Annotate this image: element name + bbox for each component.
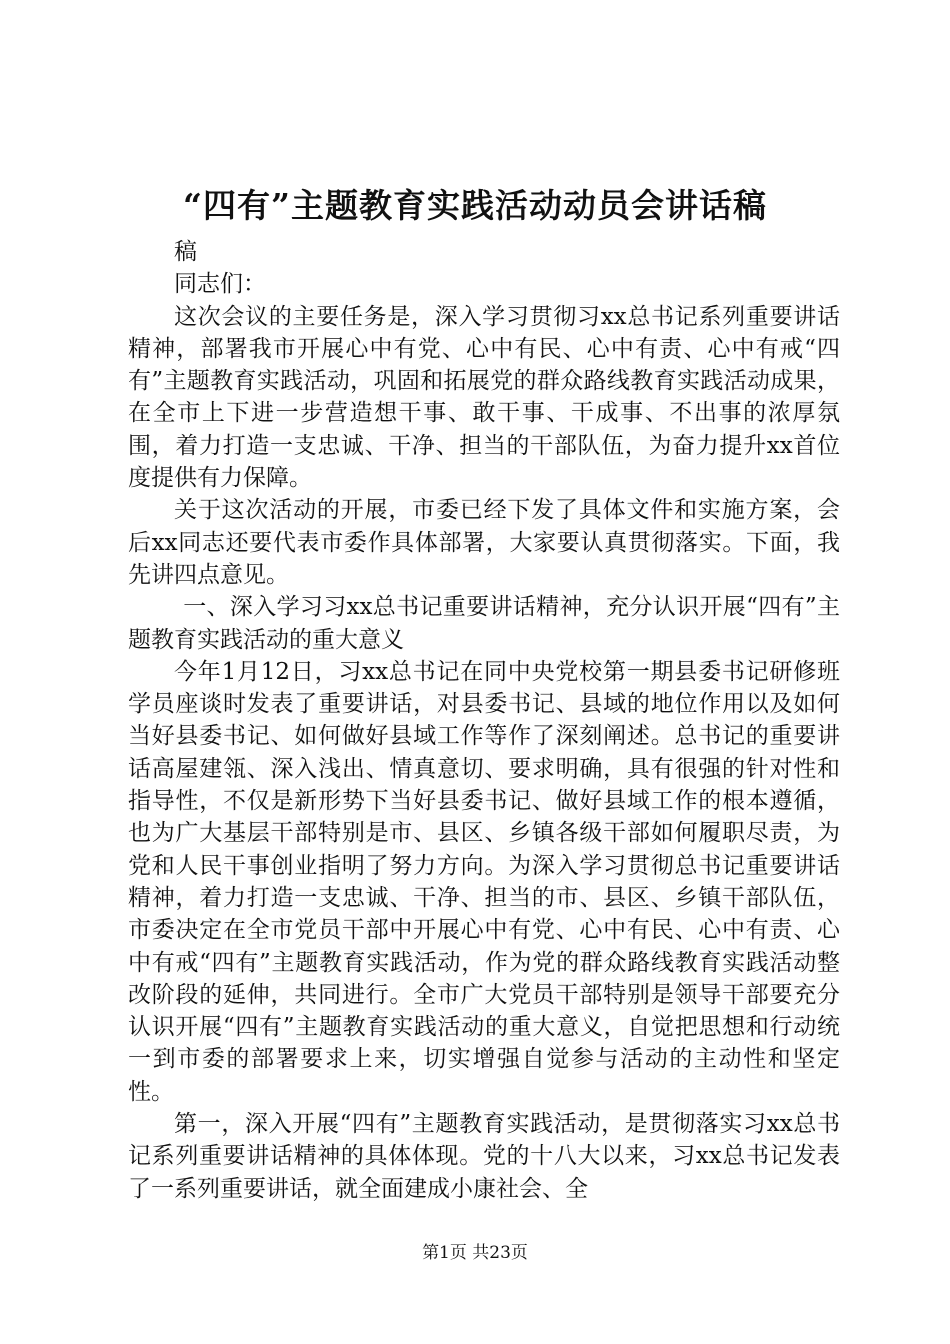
paragraph-fragment: 稿 bbox=[174, 239, 197, 265]
paragraph-salutation: 同志们： bbox=[174, 271, 266, 298]
page-number-footer: 第1页 共23页 bbox=[422, 1243, 528, 1263]
document-body bbox=[128, 236, 840, 1205]
paragraph: 今年1月12日，习xx总书记在同中央党校第一期县委书记研修班学员座谈时发表了重要讲话，对县委书记、县域的地位作用以及如何当好县委书记、如何做好县域工作等作了深刻阐述。总书记的重要讲话高屋建瓴、深入浅出、情真意切、要求明确，具有很强的针对性和指导性，不仅是新形势下当好县委书记、做好县域工作的根本遵循，也为广大基层干部特别是市、县区、乡镇各级干部如何履职尽责，为党和人民干事创业指明了努力方向。为深入学习贯彻总书记重要讲话精神，着力打造一支忠诚、干净、担当的市、县区、乡镇干部队伍，市委决定在全市党员干部中开展心中有党、心中有民、心中有责、心中有戒“四有”主题教育实践活动，作为党的群众路线教育实践活动整改阶段的延伸，共同进行。全市广大党员干部特别是领导干部要充分认识开展“四有”主题教育实践活动的重大意义，自觉把思想和行动统一到市委的部署要求上来，切实增强自觉参与活动的主动性和坚定性。 bbox=[128, 658, 840, 1105]
paragraph: 第一，深入开展“四有”主题教育实践活动，是贯彻落实习xx总书记系列重要讲话精神的具体体现。党的十八大以来，习xx总书记发表了一系列重要讲话，就全面建成小康社会、全 bbox=[128, 1111, 840, 1202]
document-title: “四有”主题教育实践活动动员会讲话稿 bbox=[183, 186, 767, 225]
section-heading: 一、深入学习习xx总书记重要讲话精神，充分认识开展“四有”主题教育实践活动的重大意义 bbox=[128, 594, 840, 653]
paragraph: 这次会议的主要任务是，深入学习贯彻习xx总书记系列重要讲话精神，部署我市开展心中有党、心中有民、心中有责、心中有戒“四有”主题教育实践活动，巩固和拓展党的群众路线教育实践活动成果，在全市上下进一步营造想干事、敢干事、干成事、不出事的浓厚氛围，着力打造一支忠诚、干净、担当的干部队伍，为奋力提升xx首位度提供有力保障。 bbox=[128, 303, 840, 492]
paragraph: 关于这次活动的开展，市委已经下发了具体文件和实施方案，会后xx同志还要代表市委作具体部署，大家要认真贯彻落实。下面，我先讲四点意见。 bbox=[128, 497, 840, 588]
